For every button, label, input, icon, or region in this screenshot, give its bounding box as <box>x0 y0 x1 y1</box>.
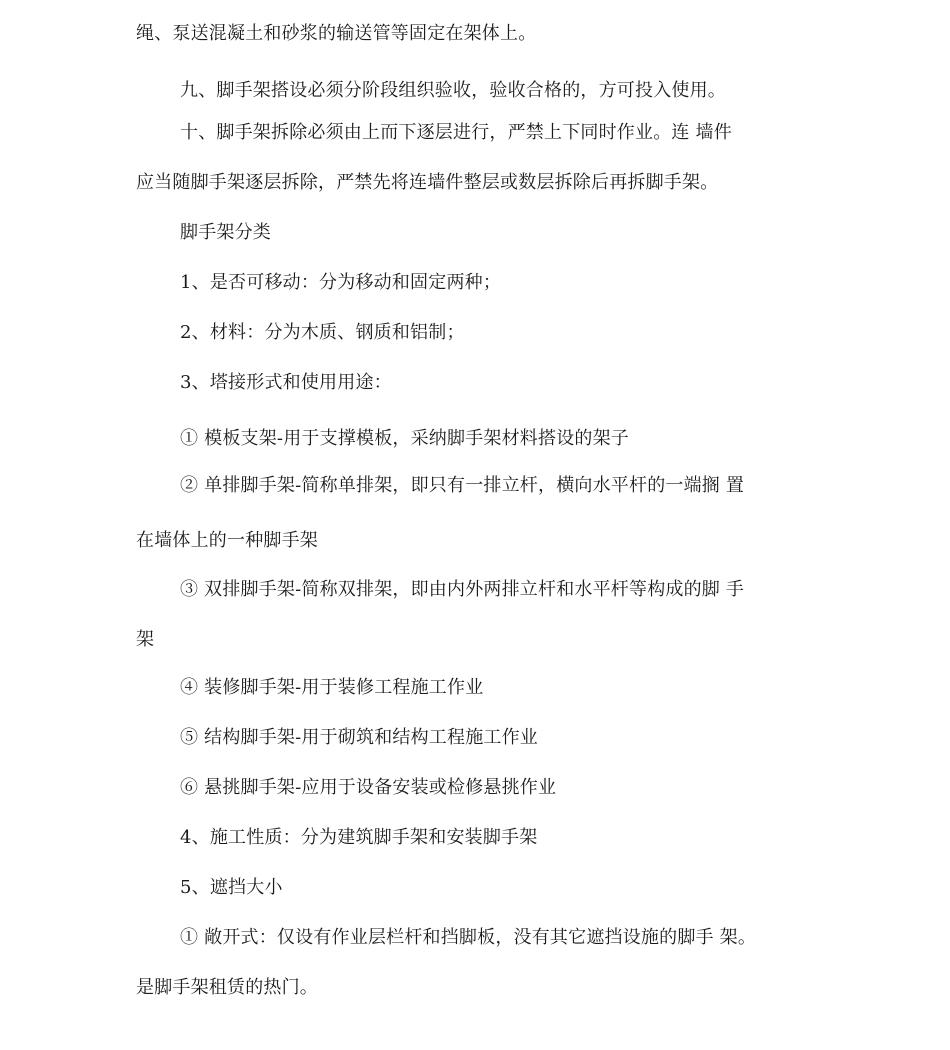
sub-item-2-cont: 在墙体上的一种脚手架 <box>136 530 318 551</box>
sub-item-5: ⑤ 结构脚手架-用于砌筑和结构工程施工作业 <box>180 727 539 748</box>
text-line-2: 九、脚手架搭设必须分阶段组织验收，验收合格的，方可投入使用。 <box>180 80 726 101</box>
list-item-3: 3、塔接形式和使用用途： <box>180 372 392 393</box>
sub-item-5-1-cont: 是脚手架租赁的热门。 <box>136 977 318 998</box>
sub-item-5-1: ① 敞开式：仅设有作业层栏杆和挡脚板，没有其它遮挡设施的脚手 架。 <box>180 927 757 948</box>
sub-item-3-cont: 架 <box>136 629 155 650</box>
list-item-4: 4、施工性质：分为建筑脚手架和安装脚手架 <box>180 827 538 848</box>
text-line-3: 十、脚手架拆除必须由上而下逐层进行，严禁上下同时作业。连 墙件 <box>180 122 732 143</box>
sub-item-2: ② 单排脚手架-简称单排架，即只有一排立杆，横向水平杆的一端搁 置 <box>180 475 745 496</box>
text-line-4: 应当随脚手架逐层拆除，严禁先将连墙件整层或数层拆除后再拆脚手架。 <box>136 172 719 193</box>
section-heading: 脚手架分类 <box>180 222 271 243</box>
text-line-1: 绳、泵送混凝土和砂浆的输送管等固定在架体上。 <box>136 23 537 44</box>
list-item-2: 2、材料：分为木质、钢质和铝制； <box>180 322 465 343</box>
sub-item-6: ⑥ 悬挑脚手架-应用于设备安装或检修悬挑作业 <box>180 777 557 798</box>
list-item-5: 5、遮挡大小 <box>180 877 283 898</box>
sub-item-4: ④ 装修脚手架-用于装修工程施工作业 <box>180 677 484 698</box>
sub-item-3: ③ 双排脚手架-简称双排架，即由内外两排立杆和水平杆等构成的脚 手 <box>180 579 745 600</box>
list-item-1: 1、是否可移动：分为移动和固定两种； <box>180 272 502 293</box>
sub-item-1: ① 模板支架-用于支撑模板，采纳脚手架材料搭设的架子 <box>180 428 630 449</box>
